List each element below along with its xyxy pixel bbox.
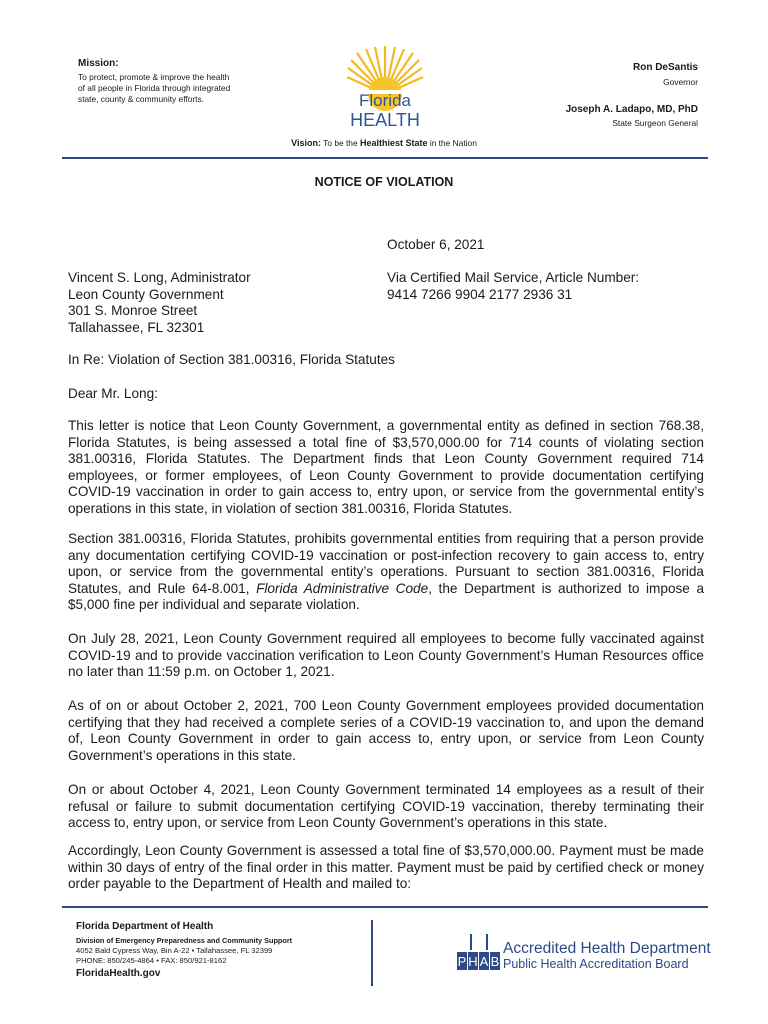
paragraph-6: Accordingly, Leon County Government is assessed a total fine of $3,570,000.00. Payment must be made within 30 days of entry of the final order in this matter. Payment must be paid by certified check or money order payable to the Department of Health and mailed to:	[68, 843, 704, 891]
paragraph-5: On or about October 4, 2021, Leon County Government terminated 14 employees as a result of their refusal or failure to submit documentation certifying COVID-19 vaccination, thereby terminating their access to, entry upon, or service from Leon County Government’s operations in this state.	[68, 782, 704, 830]
surgeon-general-title: State Surgeon General	[612, 118, 698, 128]
delivery-method	[387, 270, 639, 303]
vision-text-post: in the Nation	[427, 138, 477, 148]
paragraph-4: As of on or about October 2, 2021, 700 Leon County Government employees provided documentation certifying that they had received a complete series of a COVID-19 vaccination to, and upon the demand of, Leon County Government in order to gain access to, entry upon, or service from Leon County Government’s operations in this state.	[68, 698, 704, 763]
mission-line: of all people in Florida through integrated	[78, 83, 231, 93]
phab-letter: A	[479, 954, 489, 969]
mission-line: To protect, promote & improve the health	[78, 72, 230, 82]
governor-title: Governor	[663, 77, 698, 87]
vision-statement	[0, 138, 768, 148]
florida-health-logo	[346, 44, 424, 132]
article-number: 9414 7266 9904 2177 2936 31	[387, 286, 573, 302]
phab-letter: P	[457, 954, 467, 969]
recipient-line: Vincent S. Long, Administrator	[68, 270, 251, 285]
notice-title: NOTICE OF VIOLATION	[314, 175, 454, 189]
paragraph-2-text-end: , the Department is authorized to impose a $5,000 fine per individual and separate violation.	[68, 580, 705, 612]
footer-division: Division of Emergency Preparedness and Community Support	[76, 936, 293, 945]
subject-line: In Re: Violation of Section 381.00316, Florida Statutes	[68, 352, 395, 367]
recipient-line: 301 S. Monroe Street	[68, 303, 198, 318]
salutation: Dear Mr. Long:	[68, 386, 158, 401]
surgeon-general-name: Joseph A. Ladapo, MD, PhD	[565, 104, 698, 115]
vision-text-pre: To be the	[323, 138, 360, 148]
footer-org-name: Florida Department of Health	[76, 921, 214, 932]
letter-date: October 6, 2021	[387, 237, 485, 252]
logo-word-florida: Florida	[359, 91, 411, 110]
phab-letter: B	[490, 954, 500, 969]
logo-word-health: HEALTH	[350, 110, 420, 130]
recipient-address	[68, 270, 251, 336]
mission-line: state, county & community efforts.	[78, 94, 204, 104]
mission-label: Mission:	[78, 58, 119, 69]
accreditation-board: Public Health Accreditation Board	[503, 957, 689, 971]
footer-website-link[interactable]: FloridaHealth.gov	[76, 968, 161, 979]
recipient-line: Leon County Government	[68, 286, 224, 302]
phab-icon	[457, 932, 501, 972]
governor-name: Ron DeSantis	[632, 62, 698, 73]
mission-statement	[78, 72, 263, 105]
delivery-line: Via Certified Mail Service, Article Number:	[387, 270, 640, 285]
sun-logo-icon	[346, 44, 424, 132]
paragraph-2-italic: Florida Administrative Code	[256, 580, 429, 596]
vision-text-bold: Healthiest State	[359, 138, 428, 148]
footer-divider	[62, 906, 708, 908]
paragraph-3: On July 28, 2021, Leon County Government required all employees to become fully vaccinated against COVID-19 and to provide vaccination verification to Leon County Government’s Human Resources office no later than 11:59 p.m. on October 1, 2021.	[68, 631, 704, 679]
phab-letter: H	[468, 954, 478, 969]
header-divider	[62, 157, 708, 159]
paragraph-2-text: Section 381.00316, Florida Statutes, prohibits governmental entities from requiring that a person provide any documentation certifying COVID-19 vaccination or post-infection recovery to gain access to, entry upon, or service from the governmental entity’s operations. Pursuant to section 381.00316, Florida Statutes, and Rule 64-8.001,	[68, 531, 704, 596]
paragraph-1: This letter is notice that Leon County Government, a governmental entity as defined in section 768.38, Florida Statutes, is being assessed a total fine of $3,570,000.00 for 714 counts of violating section 381.00316, Florida Statutes. The Department finds that Leon County Government required 714 employees, or former employees, of Leon County Government to provide documentation certifying COVID-19 vaccination in order to gain access to, entry upon, or service from the governmental entity’s operations in this state, in violation of section 381.00316, Florida Statutes.	[68, 418, 704, 516]
paragraph-2	[68, 531, 704, 614]
vision-label: Vision:	[291, 138, 321, 148]
footer-phone: PHONE: 850/245-4864 • FAX: 850/921-8162	[76, 956, 227, 965]
accreditation-name: Accredited Health Department	[503, 940, 711, 957]
recipient-line: Tallahassee, FL 32301	[68, 319, 205, 335]
footer-vertical-divider	[371, 920, 373, 986]
footer-address: 4052 Bald Cypress Way, Bin A-22 • Tallahassee, FL 32399	[76, 946, 273, 955]
phab-logo	[457, 932, 501, 977]
